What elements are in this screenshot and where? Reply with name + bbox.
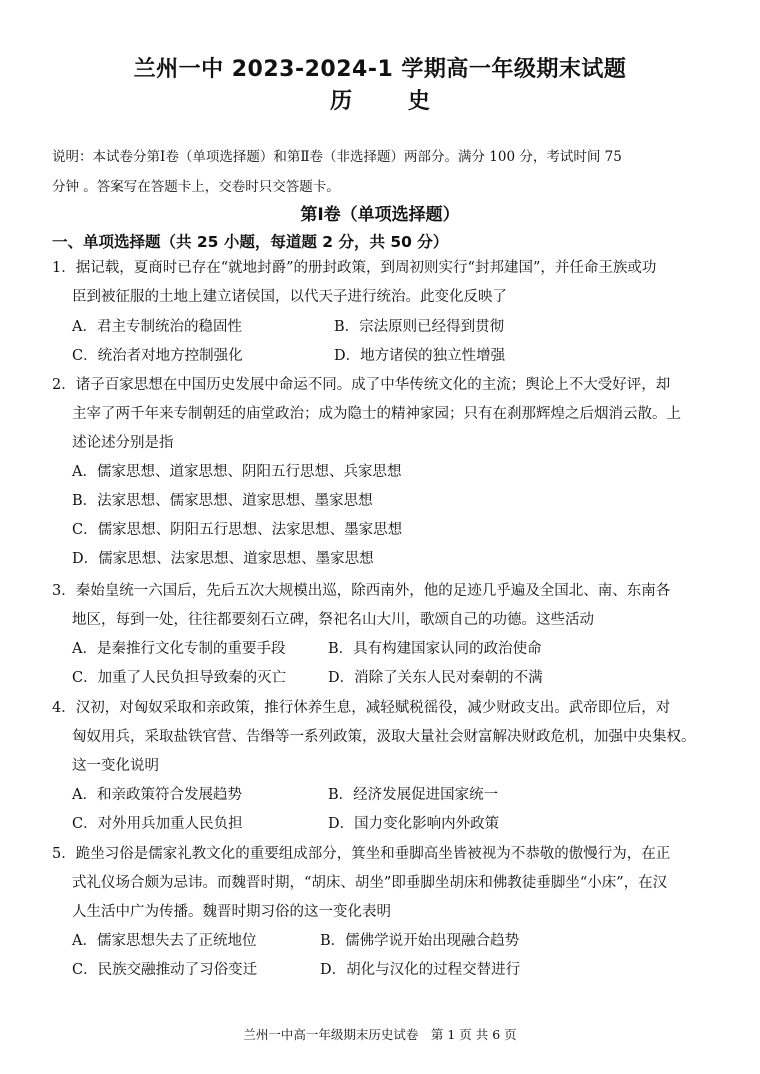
option-c[interactable]: C．对外用兵加重人民负担 <box>72 816 243 832</box>
question-stem-line: 5．跪坐习俗是儒家礼教文化的重要组成部分，箕坐和垂脚高坐皆被视为不恭敬的傲慢行为，在正 <box>52 846 671 862</box>
instructions-line: 说明：本试卷分第Ⅰ卷（单项选择题）和第Ⅱ卷（非选择题）两部分。满分 100 分，考试时间 75 <box>52 149 622 165</box>
question-2-options <box>72 458 712 574</box>
option-d[interactable]: D．国力变化影响内外政策 <box>328 816 500 832</box>
option-d[interactable]: D．地方诸侯的独立性增强 <box>334 348 506 364</box>
subject-title: 历 史 <box>330 89 454 114</box>
option-a[interactable]: A．儒家思想、道家思想、阴阳五行思想、兵家思想 <box>72 464 402 480</box>
question-stem-line: 式礼仪场合颇为忌讳。而魏晋时期，“胡床、胡坐”即垂脚坐胡床和佛教徒垂脚坐“小床”，在汉 <box>72 875 668 891</box>
question-2 <box>52 371 716 458</box>
option-d[interactable]: D．消除了关东人民对秦朝的不满 <box>328 670 543 686</box>
question-stem-line: 人生活中广为传播。魏晋时期习俗的这一变化表明 <box>72 904 391 920</box>
part-title: 第Ⅰ卷（单项选择题） <box>300 205 460 225</box>
option-c[interactable]: C．儒家思想、阴阳五行思想、法家思想、墨家思想 <box>72 522 403 538</box>
option-b[interactable]: B．宗法原则已经得到贯彻 <box>334 319 505 335</box>
option-c[interactable]: C．统治者对地方控制强化 <box>72 348 243 364</box>
question-3 <box>52 577 716 635</box>
option-d[interactable]: D．儒家思想、法家思想、道家思想、墨家思想 <box>72 551 374 567</box>
option-b[interactable]: B．法家思想、儒家思想、道家思想、墨家思想 <box>72 493 373 509</box>
question-stem-line: 这一变化说明 <box>72 758 159 774</box>
question-stem-line: 主宰了两千年来专制朝廷的庙堂政治；成为隐士的精神家园；只有在刹那辉煌之后烟消云散。上 <box>72 406 681 422</box>
question-1 <box>52 254 716 312</box>
exam-title: 兰州一中 2023-2024-1 学期高一年级期末试题 <box>133 57 627 82</box>
question-stem-line: 1．据记载，夏商时已存在“就地封爵”的册封政策，到周初则实行“封邦建国”，并任命王族或功 <box>52 260 657 276</box>
question-stem-line: 4．汉初，对匈奴采取和亲政策，推行休养生息，减轻赋税徭役，减少财政支出。武帝即位后，对 <box>52 700 671 716</box>
section-title: 一、单项选择题（共 25 小题，每道题 2 分，共 50 分） <box>52 233 449 251</box>
option-d[interactable]: D．胡化与汉化的过程交替进行 <box>320 962 521 978</box>
option-b[interactable]: B．儒佛学说开始出现融合趋势 <box>320 933 520 949</box>
question-stem-line: 地区，每到一处，往往都要刻石立碑，祭祀名山大川，歌颂自己的功德。这些活动 <box>72 612 594 628</box>
question-4-options <box>72 781 712 839</box>
question-5 <box>52 840 716 927</box>
question-stem-line: 臣到被征服的土地上建立诸侯国，以代天子进行统治。此变化反映了 <box>72 289 507 305</box>
question-stem-line: 3．秦始皇统一六国后，先后五次大规模出巡，除西南外，他的足迹几乎遍及全国北、南、东南各 <box>52 583 671 599</box>
option-b[interactable]: B．经济发展促进国家统一 <box>328 787 499 803</box>
option-a[interactable]: A．和亲政策符合发展趋势 <box>72 787 242 803</box>
option-a[interactable]: A．儒家思想失去了正统地位 <box>72 933 257 949</box>
question-5-options <box>72 927 712 985</box>
question-3-options <box>72 635 712 693</box>
question-stem-line: 2．诸子百家思想在中国历史发展中命运不同。成了中华传统文化的主流；舆论上不大受好评，却 <box>52 377 671 393</box>
instructions <box>52 142 712 202</box>
page-footer: 兰州一中高一年级期末历史试卷 第 1 页 共 6 页 <box>243 1027 517 1042</box>
option-a[interactable]: A．君主专制统治的稳固性 <box>72 319 242 335</box>
question-4 <box>52 694 716 781</box>
question-stem-line: 匈奴用兵，采取盐铁官营、告缗等一系列政策，汲取大量社会财富解决财政危机，加强中央集权。 <box>72 729 696 745</box>
option-c[interactable]: C．民族交融推动了习俗变迁 <box>72 962 258 978</box>
option-b[interactable]: B．具有构建国家认同的政治使命 <box>328 641 542 657</box>
question-1-options <box>72 313 712 371</box>
option-a[interactable]: A．是秦推行文化专制的重要手段 <box>72 641 286 657</box>
option-c[interactable]: C．加重了人民负担导致秦的灭亡 <box>72 670 287 686</box>
question-stem-line: 述论述分别是指 <box>72 435 174 451</box>
instructions-line: 分钟 。答案写在答题卡上，交卷时只交答题卡。 <box>52 179 340 195</box>
